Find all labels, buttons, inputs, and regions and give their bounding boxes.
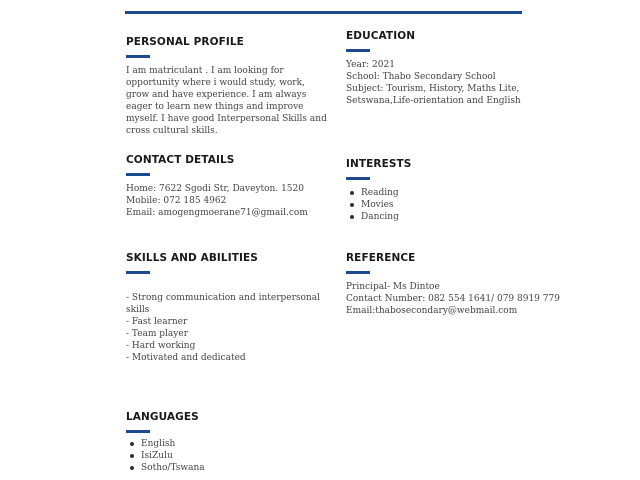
interests-heading: INTERESTS [346, 158, 412, 170]
contact-details-section [126, 154, 308, 219]
languages-list [126, 438, 205, 474]
education-line: Setswana,Life-orientation and English [346, 96, 521, 106]
skill-line: skills [126, 305, 150, 315]
contact-details-text [126, 183, 308, 219]
language-item: Sotho/Tswana [141, 463, 205, 473]
languages-heading: LANGUAGES [126, 411, 199, 423]
heading-underline [126, 271, 150, 274]
contact-mobile: Mobile: 072 185 4962 [126, 196, 227, 206]
education-section [346, 30, 521, 107]
heading-underline [126, 173, 150, 176]
skill-line: - Hard working [126, 341, 196, 351]
heading-underline [346, 49, 370, 52]
heading-underline [346, 271, 370, 274]
heading-underline [126, 430, 150, 433]
contact-email: Email: amogengmoerane71@gmail.com [126, 208, 308, 218]
profile-line: cross cultural skills. [126, 126, 218, 136]
interest-item: Movies [361, 199, 411, 211]
interests-list [346, 187, 411, 223]
education-text [346, 59, 521, 107]
skills-text [126, 292, 320, 364]
reference-text [346, 281, 560, 317]
contact-details-heading: CONTACT DETAILS [126, 154, 235, 166]
education-line: Year: 2021 [346, 60, 395, 70]
personal-profile-heading: PERSONAL PROFILE [126, 36, 244, 48]
skills-section [126, 252, 320, 364]
reference-section [346, 252, 560, 317]
reference-email: Email:thabosecondary@webmail.com [346, 306, 518, 316]
language-item: IsiZulu [141, 450, 205, 462]
education-line: Subject: Tourism, History, Maths Lite, [346, 84, 520, 94]
language-item: English [141, 438, 205, 450]
education-heading: EDUCATION [346, 30, 416, 42]
heading-underline [126, 55, 150, 58]
education-line: School: Thabo Secondary School [346, 72, 496, 82]
personal-profile-text [126, 65, 327, 137]
profile-line: grow and have experience. I am always [126, 90, 307, 100]
interests-section [346, 158, 411, 223]
skill-line: - Fast learner [126, 317, 188, 327]
reference-phone: Contact Number: 082 554 1641/ 079 8919 779 [346, 294, 560, 304]
reference-heading: REFERENCE [346, 252, 416, 264]
profile-line: myself. I have good Interpersonal Skills and [126, 114, 327, 124]
skill-line: - Motivated and dedicated [126, 353, 246, 363]
languages-section [126, 411, 205, 474]
skills-heading: SKILLS AND ABILITIES [126, 252, 258, 264]
interest-item: Dancing [361, 211, 411, 223]
contact-home: Home: 7622 Sgodi Str, Daveyton. 1520 [126, 184, 304, 194]
interest-item: Reading [361, 187, 411, 199]
profile-line: I am matriculant . I am looking for [126, 66, 284, 76]
profile-line: opportunity where i would study, work, [126, 78, 305, 88]
top-divider [125, 11, 522, 14]
personal-profile-section [126, 36, 327, 137]
skill-line: - Strong communication and interpersonal [126, 293, 320, 303]
reference-name: Principal- Ms Dintoe [346, 282, 440, 292]
skill-line: - Team player [126, 329, 189, 339]
profile-line: eager to learn new things and improve [126, 102, 304, 112]
heading-underline [346, 177, 370, 180]
